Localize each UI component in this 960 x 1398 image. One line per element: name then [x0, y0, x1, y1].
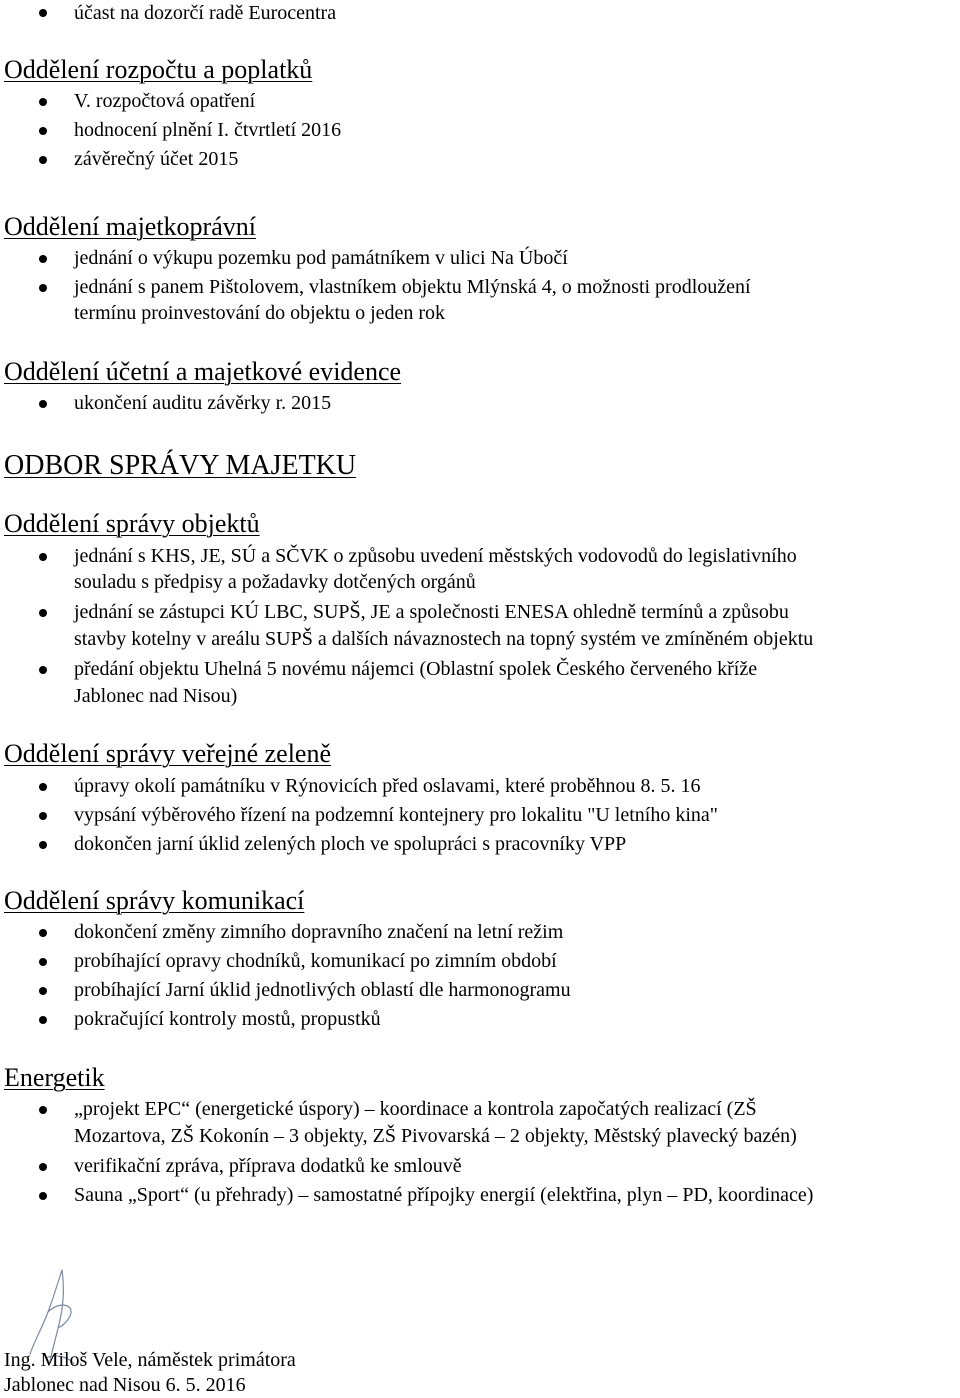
- bullet-icon: [39, 958, 47, 966]
- list-item: jednání se zástupci KÚ LBC, SUPŠ, JE a společnosti ENESA ohledně termínů a způsobu: [74, 601, 789, 623]
- bullet-icon: [39, 812, 47, 820]
- list-item: dokončen jarní úklid zelených ploch ve spolupráci s pracovníky VPP: [74, 833, 627, 855]
- list-item: jednání o výkupu pozemku pod památníkem v ulici Na Úbočí: [74, 247, 568, 269]
- list-item: Sauna „Sport“ (u přehrady) – samostatné přípojky energií (elektřina, plyn – PD, koordinace): [74, 1184, 814, 1206]
- list-item-continuation: stavby kotelny v areálu SUPŠ a dalších návaznostech na topný systém ve zmíněném objektu: [74, 628, 814, 650]
- place-date: Jablonec nad Nisou 6. 5. 2016: [4, 1374, 246, 1396]
- list-item: předání objektu Uhelná 5 novému nájemci (Oblastní spolek Českého červeného kříže: [74, 658, 758, 680]
- list-item: probíhající opravy chodníků, komunikací po zimním období: [74, 950, 557, 972]
- bullet-icon: [39, 987, 47, 995]
- list-item: verifikační zpráva, příprava dodatků ke smlouvě: [74, 1155, 462, 1177]
- list-item: pokračující kontroly mostů, propustků: [74, 1008, 381, 1030]
- bullet-icon: [39, 609, 47, 617]
- list-item: jednání s panem Pištolovem, vlastníkem objektu Mlýnská 4, o možnosti prodloužení: [74, 276, 751, 298]
- bullet-icon: [39, 553, 47, 561]
- bullet-icon: [39, 400, 47, 408]
- list-item-continuation: souladu s předpisy a požadavky dotčených orgánů: [74, 571, 476, 593]
- section-heading: Oddělení majetkoprávní: [4, 212, 256, 241]
- list-item: V. rozpočtová opatření: [74, 90, 256, 112]
- list-item: vypsání výběrového řízení na podzemní kontejnery pro lokalitu "U letního kina": [74, 804, 718, 826]
- bullet-icon: [39, 841, 47, 849]
- bullet-icon: [39, 783, 47, 791]
- bullet-icon: [39, 9, 47, 17]
- signatory-name: Ing. Miloš Vele, náměstek primátora: [4, 1349, 296, 1371]
- list-item-continuation: Mozartova, ZŠ Kokonín – 3 objekty, ZŠ Pivovarská – 2 objekty, Městský plavecký bazén): [74, 1125, 797, 1147]
- section-heading: Oddělení správy veřejné zeleně: [4, 739, 332, 768]
- list-item: ukončení auditu závěrky r. 2015: [74, 392, 332, 414]
- section-heading: Oddělení účetní a majetkové evidence: [4, 357, 402, 386]
- bullet-icon: [39, 1016, 47, 1024]
- section-heading: Oddělení správy objektů: [4, 509, 260, 538]
- section-heading: Oddělení správy komunikací: [4, 886, 305, 915]
- department-heading: ODBOR SPRÁVY MAJETKU: [4, 450, 357, 481]
- bullet-icon: [39, 1106, 47, 1114]
- list-item: závěrečný účet 2015: [74, 148, 239, 170]
- list-item: probíhající Jarní úklid jednotlivých oblastí dle harmonogramu: [74, 979, 571, 1001]
- bullet-icon: [39, 1163, 47, 1171]
- list-item: jednání s KHS, JE, SÚ a SČVK o způsobu uvedení městských vodovodů do legislativního: [74, 545, 797, 567]
- bullet-icon: [39, 127, 47, 135]
- list-item: hodnocení plnění I. čtvrtletí 2016: [74, 119, 342, 141]
- list-item: úpravy okolí památníku v Rýnovicích před oslavami, které proběhnou 8. 5. 16: [74, 775, 701, 797]
- bullet-icon: [39, 284, 47, 292]
- list-item-continuation: Jablonec nad Nisou): [74, 685, 238, 707]
- list-item: účast na dozorčí radě Eurocentra: [74, 2, 337, 24]
- section-heading: Oddělení rozpočtu a poplatků: [4, 55, 313, 84]
- bullet-icon: [39, 666, 47, 674]
- list-item-continuation: termínu proinvestování do objektu o jeden rok: [74, 302, 446, 324]
- bullet-icon: [39, 1192, 47, 1200]
- section-heading: Energetik: [4, 1063, 105, 1092]
- bullet-icon: [39, 156, 47, 164]
- bullet-icon: [39, 255, 47, 263]
- bullet-icon: [39, 98, 47, 106]
- list-item: dokončení změny zimního dopravního značení na letní režim: [74, 921, 564, 943]
- bullet-icon: [39, 929, 47, 937]
- list-item: „projekt EPC“ (energetické úspory) – koordinace a kontrola započatých realizací (ZŠ: [74, 1098, 757, 1120]
